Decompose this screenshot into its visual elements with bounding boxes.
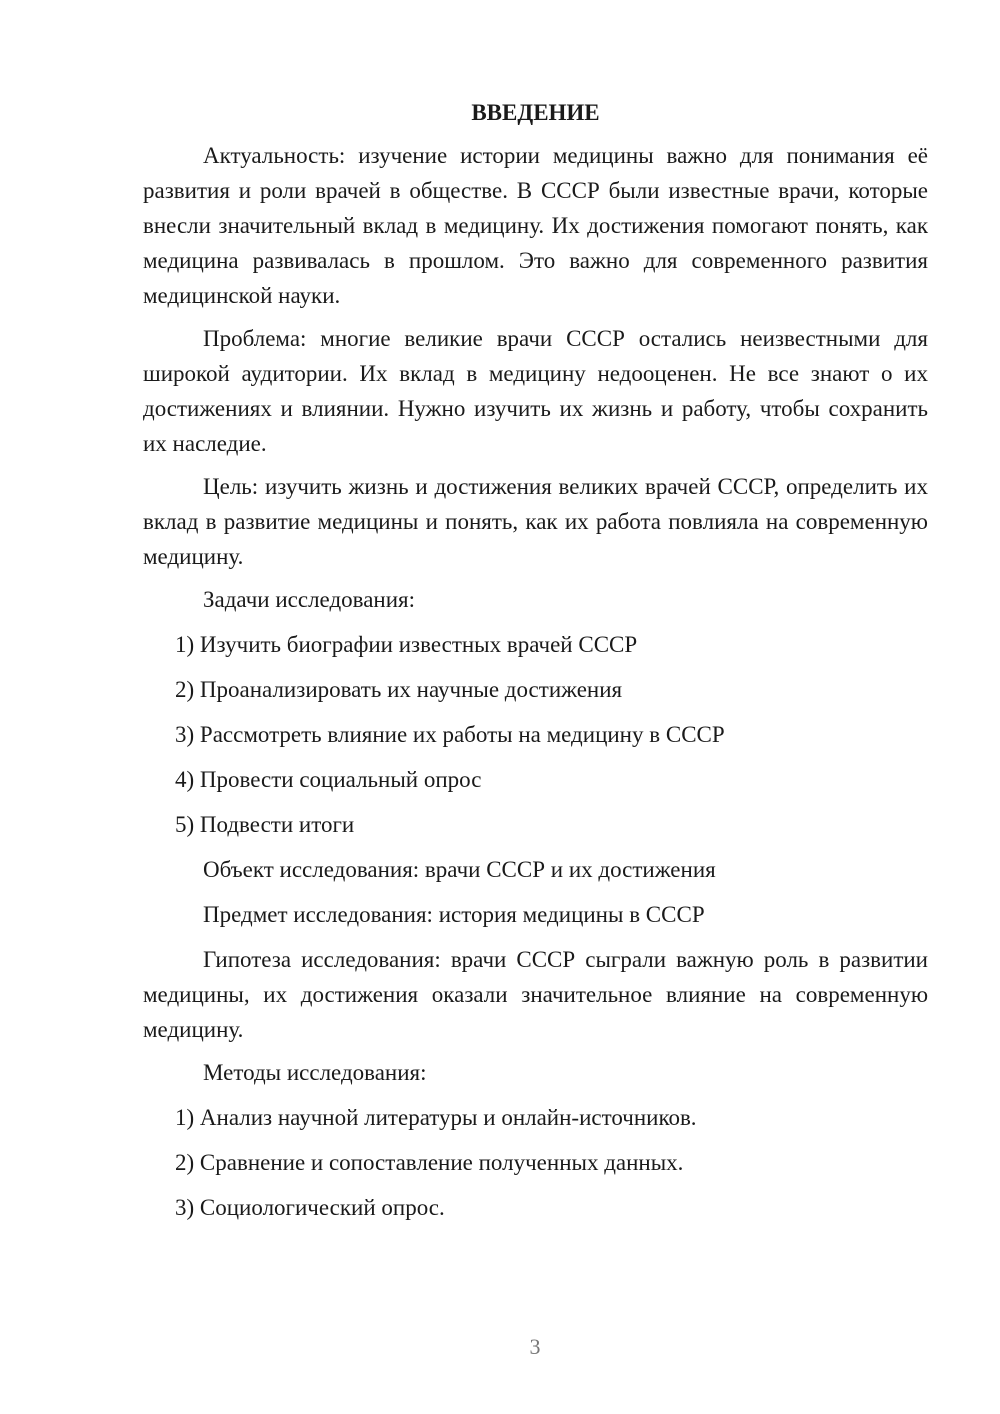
task-item: 3) Рассмотреть влияние их работы на медицину в СССР (175, 722, 725, 747)
task-item: 5) Подвести итоги (175, 812, 355, 837)
method-item: 1) Анализ научной литературы и онлайн-источников. (175, 1105, 697, 1130)
tasks-heading: Задачи исследования: (203, 587, 416, 612)
page-title: ВВЕДЕНИЕ (471, 100, 600, 125)
methods-heading: Методы исследования: (203, 1060, 427, 1085)
method-item: 3) Социологический опрос. (175, 1195, 445, 1220)
hypothesis-paragraph: Гипотеза исследования: врачи СССР сыграли важную роль в развитии медицины, их достижения оказали значительное влияние на современную медицину. (143, 947, 928, 1042)
page-content (143, 96, 928, 1235)
problem-paragraph: Проблема: многие великие врачи СССР остались неизвестными для широкой аудитории. Их вклад в медицину недооценен. Не все знают о их достижениях и влиянии. Нужно изучить их жизнь и работу, чтобы сохранить их наследие. (143, 326, 928, 456)
research-subject-line: Предмет исследования: история медицины в СССР (203, 902, 705, 927)
page-number: 3 (529, 1334, 541, 1359)
goal-paragraph: Цель: изучить жизнь и достижения великих врачей СССР, определить их вклад в развитие медицины и понять, как их работа повлияла на современную медицину. (143, 474, 928, 569)
task-item: 1) Изучить биографии известных врачей СССР (175, 632, 638, 657)
research-object-line: Объект исследования: врачи СССР и их достижения (203, 857, 716, 882)
method-item: 2) Сравнение и сопоставление полученных данных. (175, 1150, 684, 1175)
task-item: 2) Проанализировать их научные достижения (175, 677, 623, 702)
relevance-paragraph: Актуальность: изучение истории медицины важно для понимания её развития и роли врачей в обществе. В СССР были известные врачи, которые внесли значительный вклад в медицину. Их достижения помогают понять, как медицина развивалась в прошлом. Это важно для современного развития медицинской науки. (143, 143, 928, 308)
task-item: 4) Провести социальный опрос (175, 767, 482, 792)
